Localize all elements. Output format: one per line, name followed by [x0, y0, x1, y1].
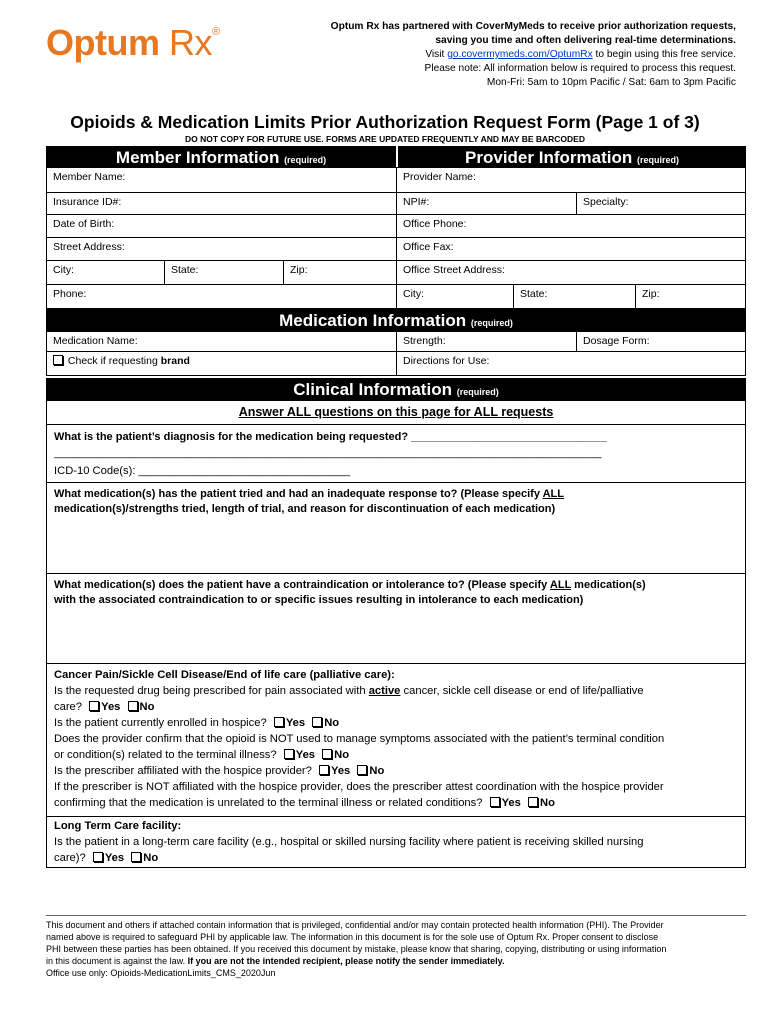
- confidentiality-notice: [46, 919, 756, 979]
- provider-name-label: Provider Name:: [403, 171, 476, 183]
- palliative-q4: [54, 763, 746, 779]
- directions-label: Directions for Use:: [403, 355, 490, 367]
- p2-no-label: No: [324, 717, 340, 729]
- specialty-field[interactable]: [576, 192, 746, 215]
- office-street-field[interactable]: [396, 260, 746, 285]
- diagnosis-question[interactable]: What is the patient’s diagnosis for the medication being requested? ________________________________: [54, 431, 607, 443]
- p4-yes-label: Yes: [330, 765, 351, 777]
- tried-q-part2: medication(s)/strengths tried, length of trial, and reason for discontinuation of each medication): [54, 503, 556, 515]
- covermymeds-link[interactable]: go.covermymeds.com/OptumRx: [447, 49, 593, 60]
- form-subtitle: DO NOT COPY FOR FUTURE USE. FORMS ARE UPDATED FREQUENTLY AND MAY BE BARCODED: [184, 134, 585, 144]
- divider-4: [46, 663, 746, 664]
- p1-text-b: cancer, sickle cell disease or end of life/palliative: [400, 685, 644, 697]
- footer-line-1: This document and others if attached contain information that is privileged, confidential and/or may contain protected health information (PHI). The Provider: [46, 920, 664, 930]
- member-city-label: City:: [53, 264, 74, 276]
- member-zip-label: Zip:: [290, 264, 308, 276]
- p1-yes-checkbox[interactable]: [89, 701, 99, 711]
- palliative-q1: [54, 683, 746, 715]
- brand-checkbox-row[interactable]: [46, 351, 397, 376]
- icd-10-codes[interactable]: ICD-10 Code(s): __________________________________: [54, 465, 351, 477]
- diagnosis-line[interactable]: ________________________________________________________________________________________: [54, 447, 602, 459]
- p3-yes-checkbox[interactable]: [284, 749, 294, 759]
- ltc-no-label: No: [143, 852, 159, 864]
- form-title: Opioids & Medication Limits Prior Authorization Request Form (Page 1 of 3): [70, 112, 700, 132]
- p3-no-checkbox[interactable]: [322, 749, 332, 759]
- p4-no-checkbox[interactable]: [357, 765, 367, 775]
- divider-1: [46, 424, 746, 425]
- divider-5: [46, 816, 746, 817]
- ltc-text-b: care)?: [54, 852, 86, 864]
- provider-state-field[interactable]: [513, 284, 636, 309]
- ltc-no-checkbox[interactable]: [131, 852, 141, 862]
- p5-no-label: No: [539, 797, 555, 809]
- p4-yes-checkbox[interactable]: [319, 765, 329, 775]
- divider-3: [46, 573, 746, 574]
- ltc-heading: Long Term Care facility:: [54, 820, 182, 832]
- insurance-id-label: Insurance ID#:: [53, 196, 122, 208]
- p1-active: active: [368, 685, 401, 697]
- office-fax-field[interactable]: [396, 237, 746, 261]
- divider-2: [46, 482, 746, 483]
- provider-state-label: State:: [520, 288, 548, 300]
- p3-text-b: or condition(s) related to the terminal illness?: [54, 749, 277, 761]
- palliative-q3: [54, 731, 746, 763]
- notice-line-4: Please note: All information below is required to process this request.: [424, 63, 736, 74]
- ltc-yes-label: Yes: [104, 852, 125, 864]
- clinical-heading: Clinical Information: [293, 380, 452, 399]
- office-phone-label: Office Phone:: [403, 218, 467, 230]
- p5-no-checkbox[interactable]: [528, 797, 538, 807]
- palliative-section: [54, 667, 746, 811]
- npi-label: NPI#:: [403, 196, 430, 208]
- ltc-section: [54, 818, 746, 866]
- tried-all: ALL: [542, 488, 564, 500]
- notice-line-1: Optum Rx has partnered with CoverMyMeds to receive prior authorization requests,: [330, 21, 736, 32]
- p5-yes-label: Yes: [501, 797, 521, 809]
- strength-label: Strength:: [403, 335, 446, 347]
- member-required: (required): [284, 155, 327, 165]
- ltc-text-a: Is the patient in a long-term care facility (e.g., hospital or skilled nursing facility where patient is receiving skilled nursing: [54, 836, 644, 848]
- p2-yes-checkbox[interactable]: [274, 717, 284, 727]
- brand-bold: brand: [160, 355, 190, 367]
- logo-registered: ®: [212, 26, 220, 38]
- footer-line-4-bold: If you are not the intended recipient, please notify the sender immediately.: [187, 956, 505, 966]
- contra-all: ALL: [549, 579, 572, 591]
- p1-text-c: care?: [54, 701, 82, 713]
- member-info-bar: [46, 146, 396, 168]
- brand-label: Check if requesting: [67, 355, 161, 367]
- member-name-field[interactable]: [46, 167, 397, 193]
- footer-line-4: [46, 955, 756, 967]
- brand-checkbox[interactable]: [53, 355, 63, 365]
- member-zip-field[interactable]: [283, 260, 397, 285]
- palliative-q5: [54, 779, 746, 811]
- provider-zip-field[interactable]: [635, 284, 746, 309]
- p3-no-label: No: [334, 749, 350, 761]
- tried-q-part1: What medication(s) has the patient tried and had an inadequate response to? (Please specify: [54, 488, 543, 500]
- p4-text: Is the prescriber affiliated with the hospice provider?: [54, 765, 312, 777]
- tried-medications-question[interactable]: [54, 487, 744, 517]
- p5-text-a: If the prescriber is NOT affiliated with the hospice provider, does the prescriber attest coordination with the hospice provider: [54, 781, 664, 793]
- member-state-field[interactable]: [164, 260, 284, 285]
- provider-heading: Provider Information: [465, 148, 633, 167]
- p1-no-label: No: [139, 701, 155, 713]
- member-heading: Member Information: [115, 148, 280, 167]
- medication-name-label: Medication Name:: [53, 335, 138, 347]
- contra-q-part2: with the associated contraindication to or specific issues resulting in intolerance to each medication): [54, 594, 584, 606]
- p2-text: Is the patient currently enrolled in hospice?: [54, 717, 267, 729]
- dob-field[interactable]: [46, 214, 397, 238]
- logo-optum: Optum: [46, 22, 160, 63]
- p4-no-label: No: [369, 765, 385, 777]
- provider-city-label: City:: [403, 288, 424, 300]
- dosage-form-field[interactable]: [576, 331, 746, 352]
- provider-required: (required): [636, 155, 679, 165]
- p1-no-checkbox[interactable]: [128, 701, 138, 711]
- answer-all-instruction: Answer ALL questions on this page for ALL requests: [238, 405, 554, 419]
- office-street-label: Office Street Address:: [403, 264, 505, 276]
- provider-city-field[interactable]: [396, 284, 514, 309]
- notice-visit: Visit: [425, 49, 448, 60]
- contra-q-part1b: medication(s): [571, 579, 646, 591]
- p3-text-a: Does the provider confirm that the opioid is NOT used to manage symptoms associated with the patient’s terminal condition: [54, 733, 665, 745]
- specialty-label: Specialty:: [583, 196, 629, 208]
- directions-field[interactable]: [396, 351, 746, 376]
- medication-name-field[interactable]: [46, 331, 397, 352]
- provider-info-bar: [398, 146, 746, 168]
- contra-q-part1: What medication(s) does the patient have a contraindication or intolerance to? (Please specify: [54, 579, 550, 591]
- provider-name-field[interactable]: [396, 167, 746, 193]
- p1-yes-label: Yes: [101, 701, 121, 713]
- footer-line-2: named above is required to safeguard PHI by applicable law. The information in this document is for the sole use of Optum Rx. Proper consent to disclose: [46, 932, 659, 942]
- medication-heading: Medication Information: [279, 311, 467, 330]
- ltc-yes-checkbox[interactable]: [93, 852, 103, 862]
- member-name-label: Member Name:: [53, 171, 126, 183]
- p5-yes-checkbox[interactable]: [490, 797, 500, 807]
- optum-rx-logo: [46, 22, 220, 64]
- p1-text-a: Is the requested drug being prescribed for pain associated with: [54, 685, 369, 697]
- office-fax-label: Office Fax:: [403, 241, 454, 253]
- insurance-id-field[interactable]: [46, 192, 397, 215]
- dob-label: Date of Birth:: [53, 218, 115, 230]
- footer-line-3: PHI between these parties has been obtained. If you received this document by mistake, please know that sharing, copying, distributing or using information: [46, 944, 667, 954]
- member-phone-label: Phone:: [53, 288, 87, 300]
- contraindication-question[interactable]: [54, 578, 744, 608]
- clinical-required: (required): [456, 387, 499, 397]
- office-phone-field[interactable]: [396, 214, 746, 238]
- provider-zip-label: Zip:: [642, 288, 660, 300]
- street-address-label: Street Address:: [53, 241, 125, 253]
- npi-field[interactable]: [396, 192, 577, 215]
- palliative-heading: Cancer Pain/Sickle Cell Disease/End of life care (palliative care):: [54, 669, 395, 681]
- notice-line-3: [266, 48, 736, 62]
- member-state-label: State:: [171, 264, 199, 276]
- dosage-form-label: Dosage Form:: [583, 335, 650, 347]
- p5-text-b: confirming that the medication is unrelated to the terminal illness or related conditions?: [54, 797, 483, 809]
- medication-required: (required): [470, 318, 513, 328]
- p2-yes-label: Yes: [285, 717, 306, 729]
- medication-info-bar: [46, 309, 746, 332]
- partnership-notice: [266, 20, 736, 90]
- p3-yes-label: Yes: [295, 749, 316, 761]
- member-city-field[interactable]: [46, 260, 165, 285]
- street-address-field[interactable]: [46, 237, 397, 261]
- notice-free-service: to begin using this free service.: [592, 49, 736, 60]
- member-phone-field[interactable]: [46, 284, 397, 309]
- notice-line-5: Mon-Fri: 5am to 10pm Pacific / Sat: 6am to 3pm Pacific: [486, 77, 736, 88]
- footer-divider: [46, 915, 746, 916]
- p2-no-checkbox[interactable]: [312, 717, 322, 727]
- notice-line-2: saving you time and often delivering real-time determinations.: [435, 35, 736, 46]
- footer-line-4-text: in this document is against the law.: [46, 956, 188, 966]
- office-use-only: Office use only: Opioids-MedicationLimits_CMS_2020Jun: [46, 968, 276, 978]
- clinical-info-bar: [46, 378, 746, 401]
- logo-rx: Rx: [169, 22, 212, 63]
- palliative-q2: [54, 715, 746, 731]
- ltc-question: [54, 834, 746, 866]
- strength-field[interactable]: [396, 331, 577, 352]
